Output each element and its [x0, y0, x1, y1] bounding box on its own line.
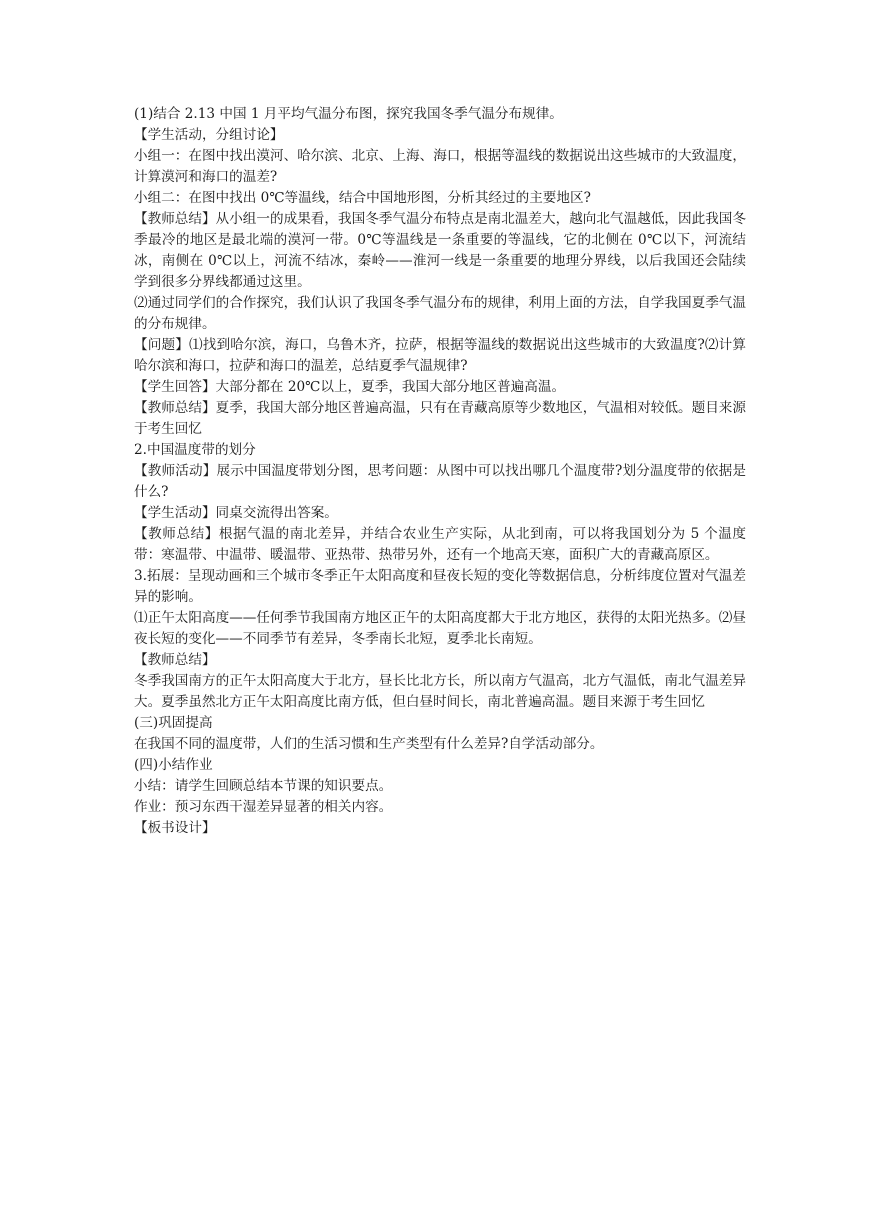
paragraph-homework: 作业：预习东西干湿差异显著的相关内容。	[134, 799, 393, 815]
section-heading-board-design: 【板书设计】	[134, 820, 216, 836]
paragraph-extension: 3.拓展：呈现动画和三个城市冬季正午太阳高度和昼夜长短的变化等数据信息，分析纬度位置对气温差异的影响。	[134, 568, 746, 605]
paragraph-consolidation-question: 在我国不同的温度带，人们的生活习惯和生产类型有什么差异?自学活动部分。	[134, 736, 604, 752]
document-page	[134, 104, 746, 839]
paragraph-student-activity-heading: 【学生活动，分组讨论】	[134, 127, 284, 143]
paragraph-group-two: 小组二：在图中找出 0℃等温线，结合中国地形图，分析其经过的主要地区?	[134, 190, 591, 206]
paragraph-group-one: 小组一：在图中找出漠河、哈尔滨、北京、上海、海口，根据等温线的数据说出这些城市的大致温度，计算漠河和海口的温差?	[134, 148, 746, 185]
paragraph-teacher-summary-latitude: 冬季我国南方的正午太阳高度大于北方，昼长比北方长，所以南方气温高，北方气温低，南北气温差异大。夏季虽然北方正午太阳高度比南方低，但白昼时间长，南北普遍高温。题目来源于考生回忆	[134, 673, 746, 710]
paragraph-student-activity-zones: 【学生活动】同桌交流得出答案。	[134, 505, 338, 521]
paragraph-teacher-summary-summer: 【教师总结】夏季，我国大部分地区普遍高温，只有在青藏高原等少数地区，气温相对较低。题目来源于考生回忆	[134, 400, 746, 437]
section-heading-summary-homework: (四)小结作业	[134, 757, 213, 773]
section-heading-temperature-zones: 2.中国温度带的划分	[134, 442, 256, 458]
paragraph-question: 【问题】⑴找到哈尔滨，海口，乌鲁木齐，拉萨，根据等温线的数据说出这些城市的大致温度?⑵计算哈尔滨和海口，拉萨和海口的温差，总结夏季气温规律?	[134, 337, 746, 374]
section-heading-consolidation: (三)巩固提高	[134, 715, 213, 731]
paragraph-teacher-summary-winter: 【教师总结】从小组一的成果看，我国冬季气温分布特点是南北温差大，越向北气温越低，因此我国冬季最冷的地区是最北端的漠河一带。0℃等温线是一条重要的等温线，它的北侧在 0℃以下，河流结冰，南侧在 0℃以上，河流不结冰，秦岭——淮河一线是一条重要的地理分界线，以后我国还会陆续学到很多分界线都通过这里。	[134, 211, 746, 290]
paragraph-sun-height-daylength: ⑴正午太阳高度——任何季节我国南方地区正午的太阳高度都大于北方地区，获得的太阳光热多。⑵昼夜长短的变化——不同季节有差异，冬季南长北短，夏季北长南短。	[134, 610, 746, 647]
paragraph-student-answer: 【学生回答】大部分都在 20℃以上，夏季，我国大部分地区普遍高温。	[134, 379, 566, 395]
paragraph-winter-temp-intro: (1)结合 2.13 中国 1 月平均气温分布图，探究我国冬季气温分布规律。	[134, 106, 563, 122]
paragraph-summary: 小结：请学生回顾总结本节课的知识要点。	[134, 778, 393, 794]
paragraph-teacher-summary-heading: 【教师总结】	[134, 652, 216, 668]
paragraph-teacher-activity-zones: 【教师活动】展示中国温度带划分图，思考问题：从图中可以找出哪几个温度带?划分温度带的依据是什么?	[134, 463, 746, 500]
paragraph-teacher-summary-zones: 【教师总结】根据气温的南北差异，并结合农业生产实际，从北到南，可以将我国划分为 5 个温度带：寒温带、中温带、暖温带、亚热带、热带另外，还有一个地高天寒，面积广大的青藏高原区。	[134, 526, 746, 563]
paragraph-summer-intro: ⑵通过同学们的合作探究，我们认识了我国冬季气温分布的规律，利用上面的方法，自学我国夏季气温的分布规律。	[134, 295, 746, 332]
